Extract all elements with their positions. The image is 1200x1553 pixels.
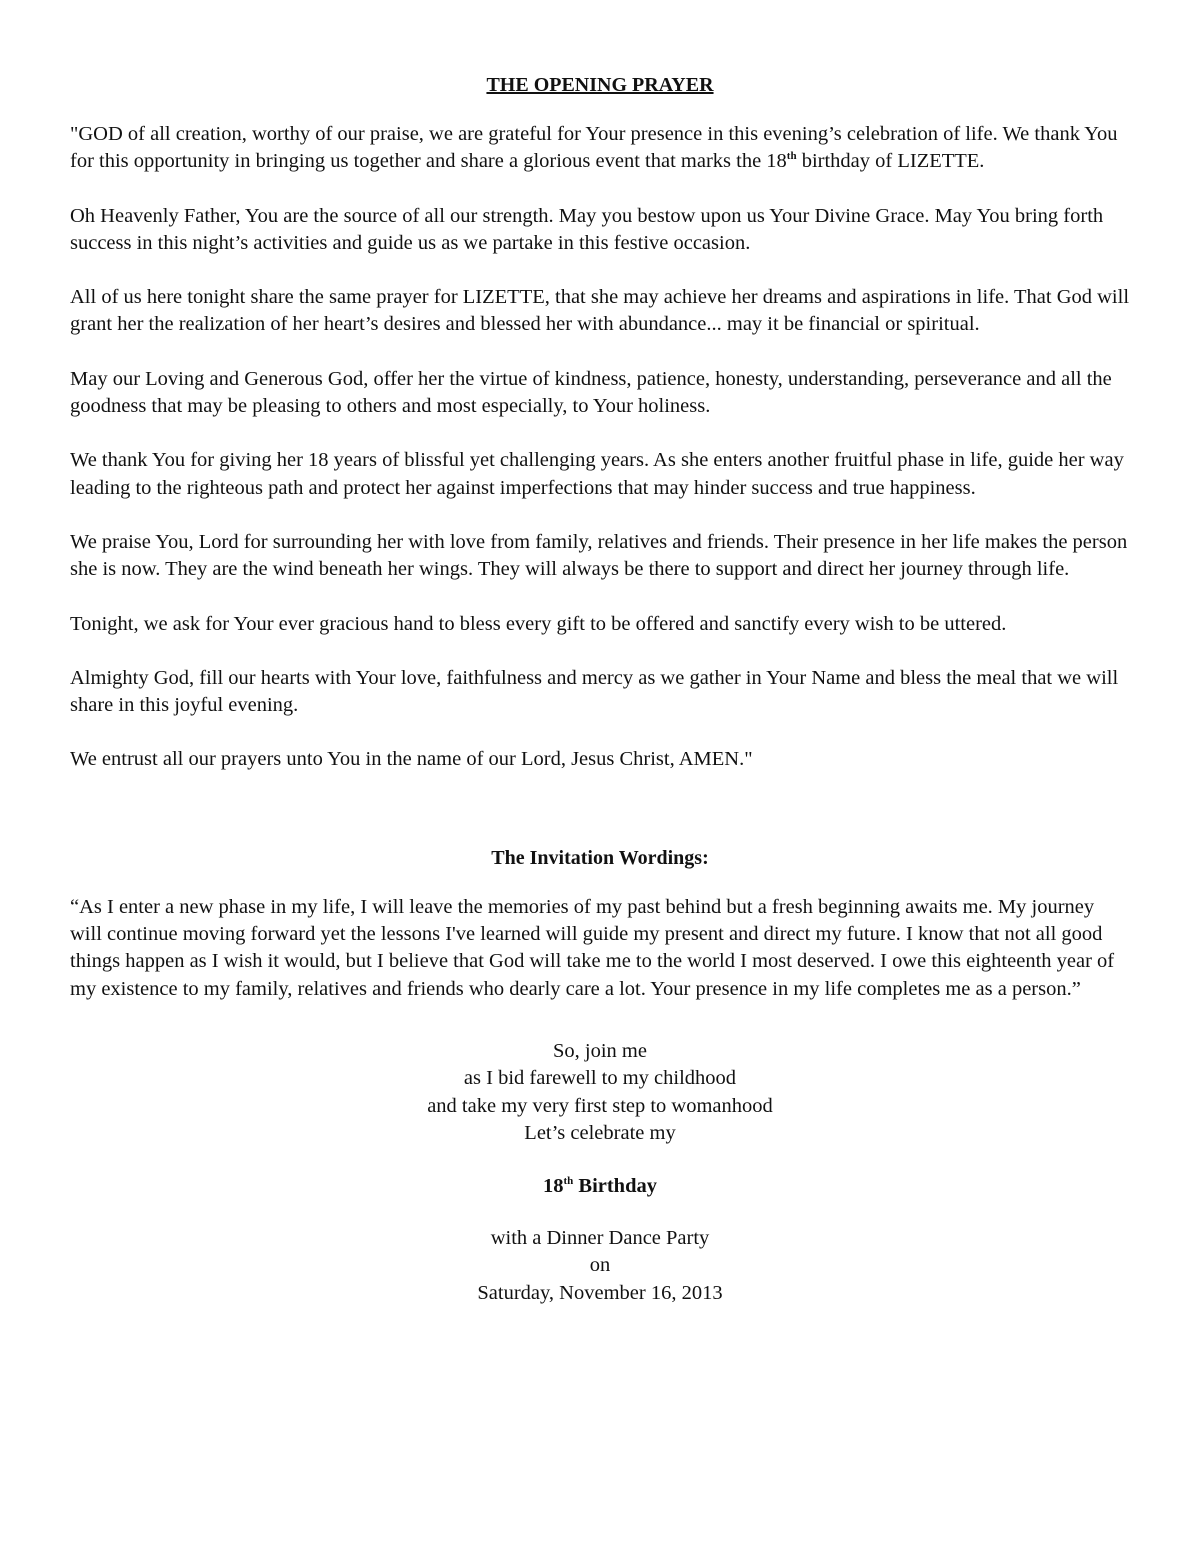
prayer-paragraph-9: We entrust all our prayers unto You in the name of our Lord, Jesus Christ, AMEN.": [70, 748, 753, 771]
invitation-line-5: with a Dinner Dance Party: [490, 1227, 710, 1250]
prayer-paragraph-2: Oh Heavenly Father, You are the source of all our strength. May you bestow upon us Your Divine Grace. May You bring forth success in this night’s activities and guide us as we partake in this festive occasion.: [70, 204, 1104, 254]
invitation-line-2: as I bid farewell to my childhood: [463, 1067, 737, 1090]
invitation-line-3: and take my very first step to womanhood: [427, 1094, 773, 1117]
prayer-paragraph-8: Almighty God, fill our hearts with Your love, faithfulness and mercy as we gather in Your Name and bless the meal that we will share in this joyful evening.: [70, 666, 1119, 717]
prayer-paragraph-6: We praise You, Lord for surrounding her with love from family, relatives and friends. Their presence in her life makes the person she is now. They are the wind beneath her wings. They will always be there to support and direct her journey through life.: [70, 530, 1128, 581]
birthday-word: Birthday: [573, 1175, 657, 1198]
birthday-number: 18: [542, 1175, 564, 1198]
document-page: [70, 72, 1130, 1307]
invitation-line-4: Let’s celebrate my: [524, 1121, 676, 1144]
ordinal-suffix: th: [786, 150, 797, 163]
prayer-paragraph-3: All of us here tonight share the same prayer for LIZETTE, that she may achieve her dreams and aspirations in life. That God will grant her the realization of her heart’s desires and blessed her with abundance... may it be financial or spiritual.: [70, 286, 1130, 336]
prayer-title: THE OPENING PRAYER: [486, 74, 714, 96]
invitation-heading: The Invitation Wordings:: [491, 846, 709, 869]
invitation-date: Saturday, November 16, 2013: [477, 1281, 723, 1304]
prayer-paragraph-5: We thank You for giving her 18 years of blissful yet challenging years. As she enters another fruitful phase in life, guide her way leading to the righteous path and protect her against imperfections that may hinder success and true happiness.: [70, 449, 1124, 499]
invitation-line-1: So, join me: [553, 1039, 647, 1062]
prayer-paragraph-7: Tonight, we ask for Your ever gracious hand to bless every gift to be offered and sanctify every wish to be uttered.: [70, 612, 1007, 635]
prayer-paragraph-1: [70, 121, 1130, 176]
birthday-ordinal-suffix: th: [563, 1175, 574, 1188]
prayer-paragraph-1-text: "GOD of all creation, worthy of our praise, we are grateful for Your presence in this evening’s celebration of life. We thank You for this opportunity in bringing us together and share a glorious event that marks the 18: [70, 123, 1118, 173]
prayer-paragraph-1-end: birthday of LIZETTE.: [796, 150, 985, 173]
invitation-quote: “As I enter a new phase in my life, I will leave the memories of my past behind but a fresh beginning awaits me. My journey will continue moving forward yet the lessons I've learned will guide my present and direct my future. I know that not all good things happen as I wish it would, but I believe that God will take me to the world I most deserved. I owe this eighteenth year of my existence to my family, relatives and friends who dearly care a lot. Your presence in my life completes me as a person.”: [70, 895, 1115, 1000]
invitation-line-6: on: [589, 1254, 611, 1277]
prayer-paragraph-4: May our Loving and Generous God, offer her the virtue of kindness, patience, honesty, understanding, perseverance and all the goodness that may be pleasing to others and most especially, to Your holiness.: [70, 367, 1112, 418]
birthday-heading: [70, 1173, 1130, 1200]
